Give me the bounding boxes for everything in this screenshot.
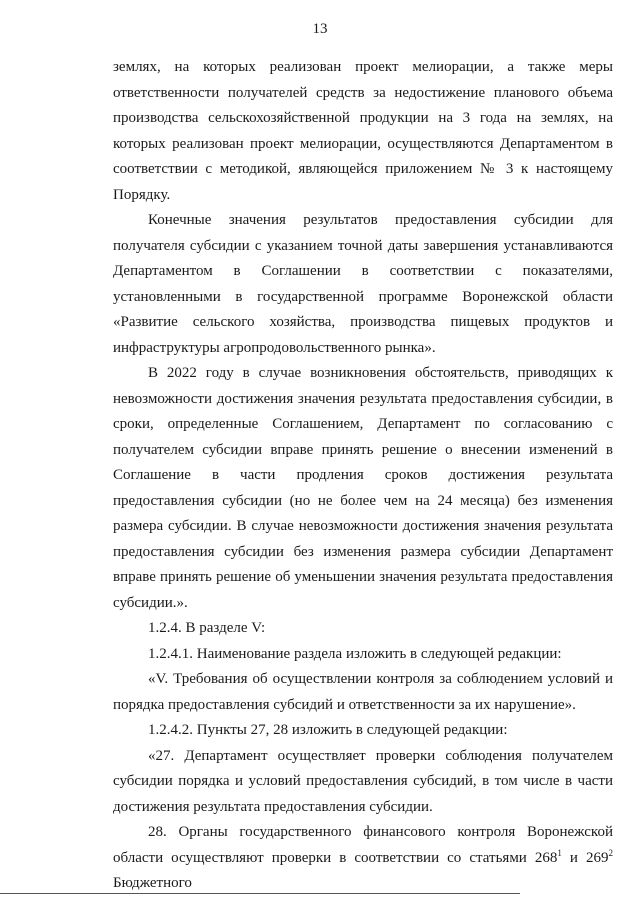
superscript-2: 2 [608, 847, 614, 858]
paragraph-9 [113, 820, 613, 897]
bottom-rule [0, 893, 520, 894]
paragraph-4: 1.2.4. В разделе V: [148, 620, 266, 636]
paragraph-3: В 2022 году в случае возникновения обстоятельств, приводящих к невозможности достижения значения результата предоставления субсидии, в сроки, определенные Соглашением, Департамент по согласованию с получателем субсидии вправе принять решение о внесении изменений в Соглашение в части продления сроков достижения результата предоставления субсидии (но не более чем на 24 месяца) без изменения размера субсидии. В случае невозможности достижения значения результата предоставления субсидии без изменения размера субсидии Департамент вправе принять решение об уменьшении значения результата предоставления субсидии.». [113, 365, 613, 611]
paragraph-9-text-b: и 269 [561, 849, 609, 866]
paragraph-9-text-a: 28. Органы государственного финансового контроля Воронежской области осуществляют проверки в соответствии со статьями 268 [113, 824, 613, 866]
paragraph-1: землях, на которых реализован проект мелиорации, а также меры ответственности получателей средств за недостижение планового объема производства сельскохозяйственной продукции на 3 года на землях, на которых реализован проект мелиорации, осуществляются Департаментом в соответствии с методикой, являющейся приложением № 3 к настоящему Порядку. [113, 59, 613, 203]
page-number: 13 [312, 21, 328, 37]
paragraph-8: «27. Департамент осуществляет проверки соблюдения получателем субсидии порядка и условий предоставления субсидий, в том числе в части достижения результата предоставления субсидии. [113, 747, 613, 815]
paragraph-5: 1.2.4.1. Наименование раздела изложить в следующей редакции: [148, 645, 562, 662]
paragraph-7: 1.2.4.2. Пункты 27, 28 изложить в следующей редакции: [148, 722, 508, 738]
superscript-1: 1 [557, 847, 562, 858]
paragraph-2: Конечные значения результатов предоставления субсидии для получателя субсидии с указанием точной даты завершения устанавливаются Департаментом в Соглашении в соответствии с показателями, установленными в государственной программе Воронежской области «Развитие сельского хозяйства, производства пищевых продуктов и инфраструктуры агропродовольственного рынка». [113, 212, 613, 356]
document-body [113, 55, 613, 897]
paragraph-6: «V. Требования об осуществлении контроля за соблюдением условий и порядка предоставления субсидий и ответственности за их нарушение». [113, 671, 613, 713]
paragraph-9-text-c: Бюджетного [113, 875, 192, 891]
